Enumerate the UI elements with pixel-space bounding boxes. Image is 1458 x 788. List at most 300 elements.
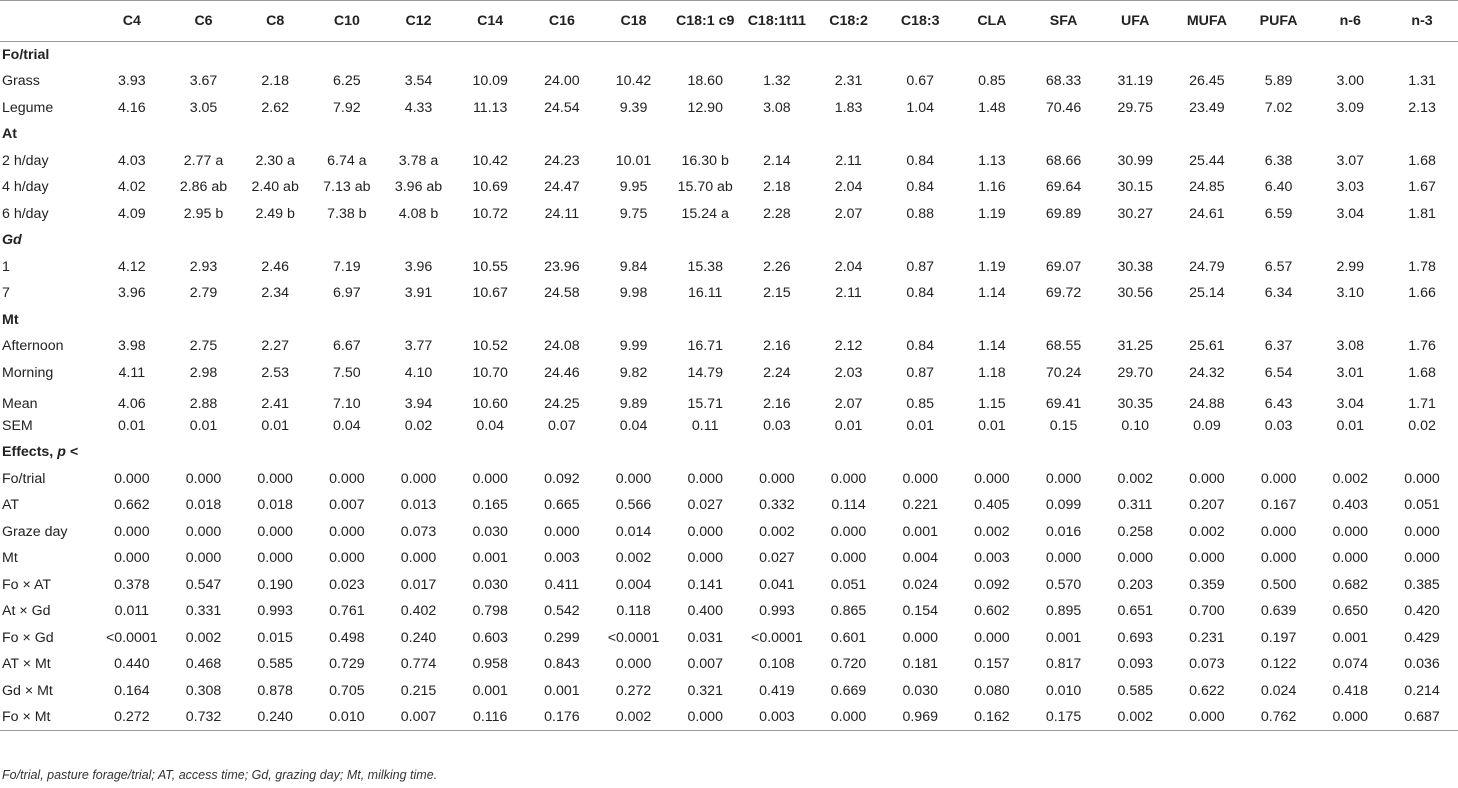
row-label: AT: [2, 497, 20, 514]
cell-pufa: 7.02: [1264, 99, 1293, 116]
cell-c10: 0.023: [329, 576, 365, 593]
cell-c12: 3.96: [404, 258, 433, 275]
cell-c16: 24.25: [544, 395, 580, 412]
cell-c4: 0.01: [118, 417, 146, 434]
table-row: [0, 95, 1458, 122]
cell-c16: 0.07: [548, 417, 576, 434]
cell-mufa: 0.002: [1189, 523, 1225, 540]
cell-c6: 2.98: [189, 364, 218, 381]
cell-c4: 3.98: [118, 338, 146, 355]
empty-cell: [1243, 121, 1315, 148]
empty-cell: [1314, 42, 1386, 69]
cell-c10: 7.38 b: [327, 205, 367, 222]
cell-c6: 0.468: [185, 656, 222, 673]
empty-cell: [1386, 227, 1458, 254]
cell-c16: 24.08: [544, 338, 580, 355]
empty-cell: [96, 439, 168, 466]
cell-sfa: 0.000: [1045, 470, 1082, 487]
empty-cell: [1099, 42, 1171, 69]
cell-c12: 0.774: [400, 656, 437, 673]
column-header-c6: C6: [168, 1, 240, 42]
cell-mufa: 25.14: [1189, 285, 1225, 302]
cell-n-6: 3.04: [1336, 395, 1365, 412]
cell-ufa: 30.38: [1117, 258, 1153, 275]
cell-n-6: 0.403: [1332, 497, 1369, 514]
empty-cell: [1314, 121, 1386, 148]
empty-cell: [1171, 121, 1243, 148]
cell-c8: 2.49 b: [255, 205, 295, 222]
cell-mufa: 0.09: [1193, 417, 1221, 434]
cell-sfa: 0.175: [1028, 704, 1100, 731]
cell-c8: 0.015: [257, 629, 293, 646]
row-label: Graze day: [2, 523, 68, 540]
cell-c18-2: 2.12: [834, 338, 863, 355]
empty-cell: [884, 307, 956, 334]
cell-c18-1-c9: 0.000: [687, 523, 723, 540]
empty-cell: [1171, 42, 1243, 69]
cell-c18: 0.566: [615, 497, 652, 514]
cell-c4: 4.06: [118, 395, 146, 412]
cell-c18-1t11: 2.14: [763, 152, 791, 169]
column-header-n-6: n-6: [1314, 1, 1386, 42]
empty-cell: [956, 307, 1028, 334]
cell-c18-2: 2.11: [835, 152, 862, 169]
cell-pufa: 0.122: [1260, 656, 1297, 673]
cell-c18-3: 0.154: [902, 603, 938, 620]
cell-sfa: 0.15: [1049, 417, 1078, 434]
section-row: [0, 227, 1458, 254]
empty-cell: [1028, 42, 1100, 69]
empty-cell: [741, 439, 813, 466]
empty-cell: [383, 42, 455, 69]
cell-c14: 10.55: [472, 258, 508, 275]
cell-n-6: 3.00: [1336, 73, 1365, 90]
cell-c16: 0.299: [544, 629, 580, 646]
column-header-c18-1-c9: C18:1 c9: [669, 1, 741, 42]
empty-cell: [454, 121, 526, 148]
cell-c6: 2.88: [189, 395, 218, 412]
empty-cell: [813, 307, 885, 334]
cell-n-3: 1.68: [1408, 152, 1436, 169]
cell-ufa: 0.585: [1117, 682, 1153, 699]
header-label-cell: [0, 1, 96, 42]
empty-cell: [1171, 439, 1243, 466]
cell-c6: 2.93: [189, 258, 218, 275]
cell-sfa: 0.016: [1045, 523, 1082, 540]
empty-cell: [383, 121, 455, 148]
cell-c18: 9.39: [619, 99, 648, 116]
cell-c12: 0.073: [400, 523, 437, 540]
cell-c10: 6.25: [333, 73, 361, 90]
empty-cell: [311, 307, 383, 334]
row-label: 4 h/day: [2, 179, 49, 196]
row-label: 6 h/day: [2, 205, 49, 222]
cell-c18-1-c9: 0.000: [687, 550, 723, 567]
cell-n-3: 0.687: [1386, 704, 1458, 731]
cell-c8: 0.585: [257, 656, 293, 673]
cell-n-3: 0.000: [1404, 470, 1440, 487]
cell-c4: 3.96: [118, 285, 146, 302]
cell-c18-1-c9: 0.027: [687, 497, 723, 514]
empty-cell: [1028, 121, 1100, 148]
cell-n-6: 0.418: [1332, 682, 1369, 699]
cell-c6: 0.308: [185, 682, 222, 699]
cell-c18-3: 0.01: [906, 417, 935, 434]
cell-c12: 3.78 a: [398, 152, 439, 169]
empty-cell: [813, 121, 885, 148]
cell-n-6: 2.99: [1336, 258, 1365, 275]
header-row: [0, 1, 1458, 42]
empty-cell: [1386, 121, 1458, 148]
empty-cell: [454, 42, 526, 69]
row-label: Mt: [2, 550, 18, 567]
cell-n-6: 0.074: [1332, 656, 1369, 673]
empty-cell: [239, 307, 311, 334]
cell-sfa: 68.66: [1045, 152, 1082, 169]
cell-c18-1-c9: 15.38: [687, 258, 723, 275]
cell-c8: 0.190: [257, 576, 293, 593]
empty-cell: [956, 439, 1028, 466]
row-label: 1: [2, 258, 10, 275]
empty-cell: [884, 227, 956, 254]
cell-mufa: 0.207: [1189, 497, 1225, 514]
empty-cell: [1243, 227, 1315, 254]
cell-c18-3: 0.001: [902, 523, 938, 540]
cell-c18-1-c9: 15.71: [687, 395, 723, 412]
cell-c18-1-c9: 16.30 b: [681, 152, 729, 169]
empty-cell: [956, 227, 1028, 254]
cell-sfa: 70.24: [1045, 364, 1082, 381]
cell-cla: 0.01: [978, 417, 1006, 434]
cell-c16: 24.58: [544, 285, 580, 302]
cell-c18-1t11: 0.419: [759, 682, 795, 699]
empty-cell: [598, 439, 670, 466]
cell-c6: 0.732: [168, 704, 240, 731]
cell-c18-1t11: 0.041: [759, 576, 795, 593]
cell-pufa: 6.59: [1264, 205, 1293, 222]
cell-c10: 7.13 ab: [323, 179, 371, 196]
cell-c18: 0.04: [619, 417, 648, 434]
cell-c16: 24.47: [544, 179, 580, 196]
empty-cell: [956, 121, 1028, 148]
table-row: [0, 360, 1458, 387]
empty-cell: [741, 42, 813, 69]
cell-c18-3: 0.85: [906, 395, 935, 412]
cell-pufa: 0.000: [1260, 550, 1297, 567]
cell-c18: 10.42: [615, 73, 652, 90]
empty-cell: [1386, 42, 1458, 69]
empty-cell: [669, 227, 741, 254]
cell-c16: 0.003: [544, 550, 580, 567]
cell-cla: 0.405: [974, 497, 1010, 514]
cell-ufa: 0.203: [1117, 576, 1153, 593]
table-footnote: Fo/trial, pasture forage/trial; AT, access time; Gd, grazing day; Mt, milking time.: [2, 768, 438, 782]
column-header-c14: C14: [454, 1, 526, 42]
cell-c18: 0.000: [615, 656, 652, 673]
cell-c6: 0.018: [185, 497, 222, 514]
empty-cell: [1386, 307, 1458, 334]
cell-c8: 0.240: [239, 704, 311, 731]
empty-cell: [598, 42, 670, 69]
cell-n-6: 0.000: [1332, 523, 1369, 540]
cell-c18-1t11: 1.32: [763, 73, 791, 90]
cell-c18-1t11: 2.16: [763, 395, 791, 412]
column-header-c4: C4: [96, 1, 168, 42]
empty-cell: [1386, 439, 1458, 466]
cell-c18: 0.000: [615, 470, 652, 487]
table-row: [0, 598, 1458, 625]
empty-cell: [1028, 439, 1100, 466]
column-header-c16: C16: [526, 1, 598, 42]
cell-c12: 4.33: [404, 99, 433, 116]
cell-pufa: 6.37: [1264, 338, 1293, 355]
cell-ufa: 29.75: [1117, 99, 1153, 116]
cell-c18-2: 2.11: [835, 285, 862, 302]
empty-cell: [741, 307, 813, 334]
cell-cla: 0.000: [974, 470, 1010, 487]
row-label: 7: [2, 285, 10, 302]
cell-c4: <0.0001: [105, 629, 158, 646]
cell-c18-2: 0.01: [834, 417, 863, 434]
cell-c18-2: 1.83: [834, 99, 863, 116]
column-header-sfa: SFA: [1028, 1, 1100, 42]
cell-c8: 2.27: [261, 338, 289, 355]
cell-c18: 0.002: [615, 550, 652, 567]
empty-cell: [168, 307, 240, 334]
cell-pufa: 6.38: [1264, 152, 1293, 169]
cell-c6: 0.000: [185, 470, 222, 487]
cell-cla: 0.003: [974, 550, 1010, 567]
cell-c10: 0.04: [333, 417, 361, 434]
cell-c12: 4.10: [404, 364, 433, 381]
empty-cell: [168, 42, 240, 69]
cell-c18: 9.89: [619, 395, 648, 412]
effects-title-text: Effects,: [2, 444, 58, 461]
cell-n-3: 1.31: [1408, 73, 1436, 90]
cell-c18-3: 0.84: [906, 152, 935, 169]
cell-n-3: 1.67: [1408, 179, 1436, 196]
cell-cla: 0.602: [974, 603, 1010, 620]
cell-pufa: 0.500: [1260, 576, 1297, 593]
cell-c16: 0.665: [544, 497, 580, 514]
cell-sfa: 0.001: [1045, 629, 1082, 646]
cell-cla: 1.13: [978, 152, 1006, 169]
cell-c18: 0.118: [616, 603, 651, 620]
empty-cell: [741, 227, 813, 254]
cell-c14: 0.001: [472, 682, 508, 699]
column-header-c12: C12: [383, 1, 455, 42]
empty-cell: [1099, 439, 1171, 466]
empty-cell: [669, 307, 741, 334]
cell-c4: 0.000: [114, 550, 150, 567]
table-row: [0, 201, 1458, 228]
cell-c18: 9.82: [619, 364, 648, 381]
section-title-effects: [0, 439, 96, 466]
cell-ufa: 0.311: [1118, 497, 1153, 514]
cell-n-6: 0.000: [1332, 550, 1369, 567]
table-row: [0, 280, 1458, 307]
cell-c4: 4.09: [118, 205, 146, 222]
cell-ufa: 0.693: [1117, 629, 1153, 646]
cell-c14: 0.958: [472, 656, 508, 673]
cell-sfa: 68.33: [1045, 73, 1082, 90]
row-label: Gd × Mt: [2, 682, 53, 699]
cell-c18-1-c9: 16.11: [687, 285, 723, 302]
column-header-cla: CLA: [956, 1, 1028, 42]
table-row: [0, 333, 1458, 360]
cell-c18-2: 0.000: [830, 470, 867, 487]
cell-c8: 0.993: [257, 603, 293, 620]
cell-ufa: 0.002: [1099, 704, 1171, 731]
cell-mufa: 0.000: [1189, 550, 1225, 567]
section-row: [0, 307, 1458, 334]
cell-ufa: 0.093: [1117, 656, 1153, 673]
cell-c12: 3.54: [404, 73, 433, 90]
empty-cell: [741, 121, 813, 148]
cell-c12: 3.91: [404, 285, 433, 302]
cell-c16: 24.54: [544, 99, 580, 116]
empty-cell: [1314, 227, 1386, 254]
cell-c12: 0.013: [400, 497, 437, 514]
cell-c8: 2.40 ab: [251, 179, 299, 196]
cell-c8: 0.878: [257, 682, 293, 699]
cell-c18-1t11: 0.000: [759, 470, 795, 487]
cell-pufa: 0.639: [1260, 603, 1297, 620]
cell-c8: 2.46: [261, 258, 289, 275]
cell-ufa: 30.56: [1117, 285, 1153, 302]
empty-cell: [168, 439, 240, 466]
cell-c18-2: 2.03: [834, 364, 863, 381]
cell-n-3: 0.000: [1404, 523, 1440, 540]
empty-cell: [239, 42, 311, 69]
cell-c18-1-c9: 0.11: [691, 417, 719, 434]
cell-c12: 0.000: [400, 550, 437, 567]
cell-sfa: 69.72: [1045, 285, 1082, 302]
cell-c18: 0.272: [615, 682, 652, 699]
cell-sfa: 0.817: [1045, 656, 1082, 673]
cell-c14: 0.030: [472, 576, 508, 593]
cell-sfa: 0.570: [1045, 576, 1082, 593]
cell-mufa: 0.073: [1189, 656, 1225, 673]
row-label: Fo/trial: [2, 470, 46, 487]
empty-cell: [526, 121, 598, 148]
cell-c14: 0.001: [472, 550, 508, 567]
cell-c18-2: 0.000: [830, 523, 867, 540]
cell-mufa: 0.622: [1189, 682, 1225, 699]
cell-c18-3: 0.87: [906, 258, 935, 275]
cell-c18-3: 0.030: [902, 682, 938, 699]
empty-cell: [96, 307, 168, 334]
cell-c10: 7.10: [333, 395, 361, 412]
empty-cell: [884, 439, 956, 466]
cell-c18-1t11: 0.108: [759, 656, 795, 673]
table-row: [0, 625, 1458, 652]
cell-n-3: 0.000: [1404, 550, 1440, 567]
cell-ufa: 31.19: [1117, 73, 1153, 90]
cell-c8: 0.018: [257, 497, 293, 514]
cell-c18: 0.014: [615, 523, 652, 540]
empty-cell: [526, 227, 598, 254]
cell-c18-2: 0.000: [830, 550, 867, 567]
empty-cell: [1314, 439, 1386, 466]
cell-sfa: 69.64: [1045, 179, 1082, 196]
cell-c14: 0.000: [472, 470, 508, 487]
cell-c14: 0.030: [472, 523, 508, 540]
cell-ufa: 0.000: [1117, 550, 1153, 567]
cell-mufa: 0.231: [1189, 629, 1225, 646]
cell-c18-1t11: 2.28: [763, 205, 791, 222]
cell-sfa: 68.55: [1045, 338, 1082, 355]
cell-mufa: 0.359: [1189, 576, 1225, 593]
cell-c10: 0.000: [329, 523, 365, 540]
row-label: Morning: [2, 364, 54, 381]
cell-n-6: 3.04: [1336, 205, 1365, 222]
section-title-mt: Mt: [2, 311, 19, 328]
column-header-c18: C18: [598, 1, 670, 42]
row-label: SEM: [2, 417, 33, 434]
cell-cla: 0.85: [978, 73, 1006, 90]
cell-c18-1t11: 2.26: [763, 258, 791, 275]
empty-cell: [526, 307, 598, 334]
empty-cell: [311, 121, 383, 148]
cell-c18-1t11: 0.332: [759, 497, 795, 514]
section-row: [0, 121, 1458, 148]
section-title-at: At: [2, 126, 17, 143]
cell-c12: 0.017: [400, 576, 437, 593]
row-label: At × Gd: [2, 603, 51, 620]
cell-mufa: 0.700: [1189, 603, 1225, 620]
cell-c12: 3.96 ab: [394, 179, 443, 196]
cell-c18-1t11: 0.003: [741, 704, 813, 731]
cell-c14: 10.60: [472, 395, 508, 412]
cell-c10: 0.000: [329, 470, 365, 487]
cell-c4: 4.12: [118, 258, 146, 275]
empty-cell: [383, 227, 455, 254]
cell-c18-3: 0.221: [902, 497, 938, 514]
cell-c18-1-c9: 16.71: [687, 338, 723, 355]
empty-cell: [669, 121, 741, 148]
cell-c18: 9.75: [619, 205, 648, 222]
cell-n-3: 1.81: [1408, 205, 1436, 222]
cell-ufa: 29.70: [1117, 364, 1153, 381]
empty-cell: [311, 42, 383, 69]
cell-c16: 0.411: [544, 576, 580, 593]
cell-pufa: 0.197: [1260, 629, 1297, 646]
cell-n-3: 0.214: [1404, 682, 1440, 699]
cell-c4: 0.662: [114, 497, 150, 514]
cell-c4: 3.93: [118, 73, 146, 90]
cell-c18-1-c9: 15.70 ab: [677, 179, 733, 196]
cell-c16: 0.000: [544, 523, 580, 540]
cell-c10: 0.000: [329, 550, 365, 567]
cell-n-6: 0.650: [1332, 603, 1369, 620]
cell-c14: 0.603: [472, 629, 508, 646]
cell-c18-1t11: 2.24: [763, 364, 791, 381]
cell-n-6: 3.08: [1336, 338, 1365, 355]
cell-c18-1-c9: 0.141: [687, 576, 723, 593]
cell-c8: 2.30 a: [255, 152, 295, 169]
cell-c16: 0.176: [526, 704, 598, 731]
cell-c14: 10.52: [472, 338, 508, 355]
cell-c16: 24.46: [544, 364, 580, 381]
cell-c12: 0.02: [404, 417, 433, 434]
cell-n-6: 3.10: [1336, 285, 1365, 302]
cell-c12: 0.007: [383, 704, 455, 731]
cell-cla: 1.19: [978, 258, 1006, 275]
cell-cla: 0.000: [974, 629, 1010, 646]
empty-cell: [598, 121, 670, 148]
table-row: [0, 678, 1458, 705]
